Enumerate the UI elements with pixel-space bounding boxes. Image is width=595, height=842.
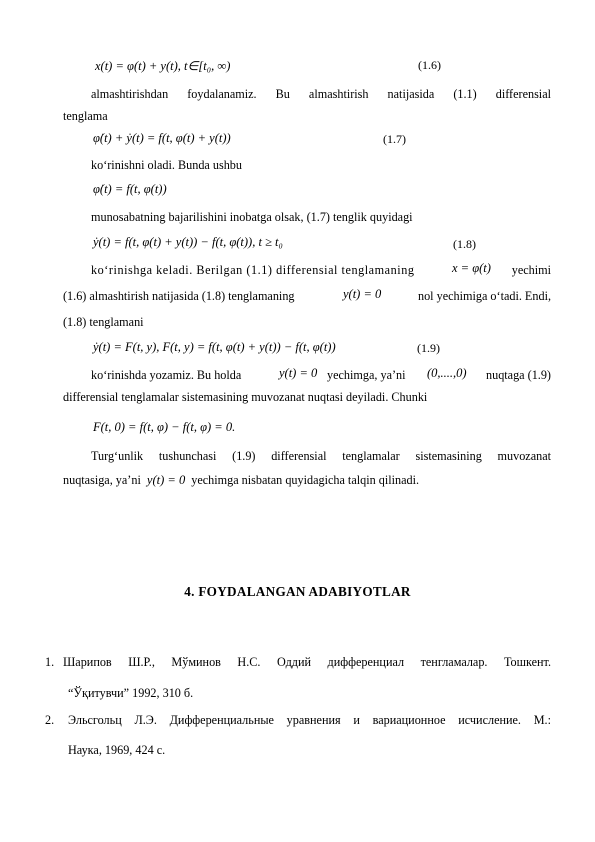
inline-math: y(t) = 0 [279, 366, 318, 380]
text-run: nuqtaga (1.9) [486, 368, 551, 382]
equation-phi: φ̇(t) = f(t, φ(t)) [93, 182, 167, 196]
reference-line: “Ўқитувчи” 1992, 310 б. [68, 686, 194, 700]
paragraph-line: Turg‘unlik tushunchasi (1.9) differensial tenglamalar sistemasining muvozanat [91, 449, 551, 463]
reference-number: 1. [45, 655, 55, 669]
equation-1-9: ẏ(t) = F(t, y), F(t, y) = f(t, φ(t) + y(t)) − f(t, φ(t)) [93, 340, 336, 354]
text-run: yechimga nisbatan quyidagicha talqin qilinadi. [191, 473, 420, 487]
equation-F: F(t, 0) = f(t, φ) − f(t, φ) = 0. [93, 420, 236, 434]
section-heading: 4. FOYDALANGAN ADABIYOTLAR [184, 584, 411, 599]
equation-number-1-7: (1.7) [383, 132, 406, 146]
paragraph-line: ko‘rinishni oladi. Bunda ushbu [91, 158, 242, 172]
text-run: yechimi [511, 263, 551, 277]
equation-number-1-9: (1.9) [417, 341, 440, 355]
inline-math: y(t) = 0 [146, 473, 186, 487]
text-run: ko‘rinishda yozamiz. Bu holda [91, 368, 242, 382]
paragraph-line: munosabatning bajarilishini inobatga olsak, (1.7) tenglik quyidagi [91, 210, 413, 224]
text-run: nuqtasiga, ya’ni [63, 473, 141, 487]
equation-number-1-6: (1.6) [418, 58, 441, 72]
reference-line: Эльсгольц Л.Э. Дифференциальные уравнения и вариационное исчисление. М.: [68, 713, 551, 727]
equation-number-1-8: (1.8) [453, 237, 476, 251]
equation-1-7: φ̇(t) + ẏ(t) = f(t, φ(t) + y(t)) [93, 131, 231, 145]
text-run: (1.6) almashtirish natijasida (1.8) tenglamaning [63, 289, 295, 303]
inline-math: y(t) = 0 [343, 287, 382, 301]
inline-math: x = φ(t) [452, 261, 491, 275]
equation-1-8: ẏ(t) = f(t, φ(t) + y(t)) − f(t, φ(t)), t ≥ t₀ [93, 235, 283, 249]
text-run: yechimga, ya’ni [327, 368, 406, 382]
text-run: nol yechimiga o‘tadi. Endi, [417, 289, 551, 303]
equation-1-6: x(t) = φ(t) + y(t), t∈[t₀, ∞) [95, 59, 231, 73]
reference-number: 2. [45, 713, 55, 727]
text-run: ko‘rinishga keladi. Berilgan (1.1) differensial tenglamaning [91, 263, 415, 277]
paragraph-line [63, 472, 419, 488]
reference-line: Наука, 1969, 424 с. [68, 743, 166, 757]
paragraph-line: differensial tenglamalar sistemasining muvozanat nuqtasi deyiladi. Chunki [63, 390, 428, 404]
reference-line: Шарипов Ш.Р., Мўминов Н.С. Оддий дифференциал тенгламалар. Тошкент. [63, 655, 551, 669]
paragraph-line: tenglama [63, 109, 108, 123]
inline-math: (0,....,0) [427, 366, 467, 380]
paragraph-line: (1.8) tenglamani [63, 315, 144, 329]
paragraph-line: almashtirishdan foydalanamiz. Bu almashtirish natijasida (1.1) differensial [91, 87, 551, 101]
